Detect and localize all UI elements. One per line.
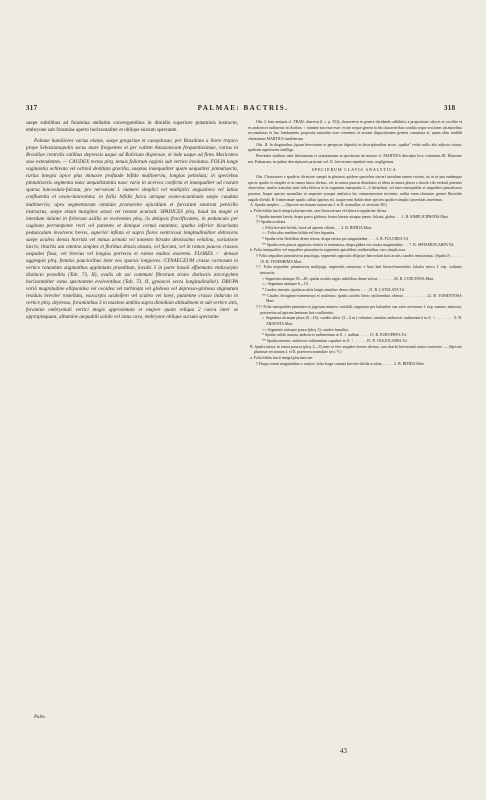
key-line: A. Spadix simplex. — (Species sectionum nostrarum I. et II. nonnullae, et sectionis III.) — [250, 203, 387, 208]
right-column — [248, 120, 462, 367]
key-line: a. Folia bifida furcâ integrâ plurinerviae, rare flexuosâ una vel altera irregulariter divisa. — [250, 208, 388, 213]
key-line: * Spatha valide armata; androecei rudimentum in fl. ♀ nullum . . . . . 15. B. EUROPHYA Trl. — [262, 333, 408, 338]
key-line: ○○ Segmenta utrinque pauca (plrq. 3); caudex humilior. — [262, 327, 349, 332]
signature-mark: 43 — [340, 747, 347, 755]
left-page-number: 317 — [26, 104, 38, 112]
key-line: †† Spatha aculeata. — [256, 220, 287, 225]
paragraph-drupa-end: saepe subtilibus ad foramina stellatim convergentibus in dimidio superiore putaminis instructo, embryone sub foramine aperto horizontaliter et oblique sursum spectante. — [26, 120, 238, 134]
observation-1: Obs. I. Jam antiquis cl. TRAIL observat (l. c. p. 354), characteres in genere dividendo adhibitos a proportione calycis et corollae et ex androecei rudimento in floribus ♀ minime sincerae esse; et nec neque genera in his characteribus condita seque sectiones ab autoribus reconstitutas in hac fundamento proposita naturales esse censemus et novam dispositionem generis constituta et, quam olim tradidit clarissimus MARTIUS similiterum. — [248, 120, 462, 141]
key-line: ○○ Segmenta utrinque 6—10. — [262, 282, 309, 287]
key-line: † Spatha inermis laevis; drupa parva globosa; forma latenis utraque paene, falcata, glabra . . . 1. B. SIMPLICIFRONS Mart. — [256, 214, 449, 219]
clavis-title: SPECIERUM CLAVIS ANALYTICA. — [311, 167, 399, 173]
clavis-intro: Obs. Characteres e spadicis divisione sumpti in plurimis quidem speciebus sincerí interdum tamen variant, ita ut in una eademque specie spadix et simplex et in ramos binos divisus, vel in ramos paucos dissolutus et idem in ramos plures a rhachi vile evolutâ patentes observetur; similis transitus inter folia bifurca et in segmenta inaequalia 2—3 divisoluta, vel inter inaequaliter et aequaliter pinnatisecta praestat. Itaque species nonnullae in sequente synopsi analytica bis commemoratae invenies; nullus enim character genere Bactridis angulo dividit. B. fonteroimae spadix adhuc ignotus est, itaque eam dubiis inter species spadice simplici proestitas inserimus. — [248, 174, 462, 202]
key-line: ○ Segmenta utrinque 30—40; spatha aculeis nigris subtilibus dense setosa . . . . . . . . 26. B. CONCINNA Mart. — [262, 276, 435, 281]
key-line: ** Caudex ferrugineo-tomentosus et aculeatus; spatha aculeis flavis setiformibus obtecta . . . . . . . . . . 22. B. TOMENTOSA Mart. — [262, 293, 462, 304]
key-line: † Drupa cernui magnitudine v. majori; folia longe cuneata breviter bifida oculata . . . . . . 2. B. BIFIDA Mart. — [256, 361, 425, 366]
key-line: ○ Segmenta utrinque plura (8—16); caudex altior (3—4 m.) robustus; annulus androecei rudimentarii in fl. ♀ . . . . . . . . 8. B. ARISTATA Mart. — [262, 316, 462, 326]
key-line: ○○ Folia ultra medium bifida vel fere bipartita. — [262, 231, 336, 236]
key-line: ** Spatha inermis; androecei rudimentum cupulare in fl. ♀ . . . . . . 19. B. OLIGOCARPA Trl. — [262, 338, 408, 343]
key-line: †† Folia aequaliter pinnatisecta multijuga, segmentis remotiusc e basi latâ lineari-lanceolatis falcatis nervo I. exp. solitario instructis. — [256, 265, 462, 276]
key-line: † Folia aequaliter pinnatisecta pauciiuga, segmentis oppositis elliptico-lanceolatis basi acutis; caudex tenuissimus. (Spadix?) . . . . . . 10. B. TENERRIMA Mart. — [256, 254, 462, 264]
observation-3: Brevitatis studioso inter litteraturam et synonymiam in specierum ab auctore cl. MARTIUS descripta loco voluminis III. Historiae nat. Palmarum, in quibus descriptiones prisceae vol. II. brevissime repetitae sunt, negligemus. — [248, 153, 462, 164]
key-line: a. Folia bifida furcâ integrâ plurinerviae. — [250, 355, 314, 360]
left-column — [26, 120, 238, 321]
running-title: PALMAE: BACTRIS. — [197, 104, 289, 112]
key-line: ** Spatha setis paucis appressis ventris et tomentosa; drupa glabra vix ornata magnitudine . . . 7. B. SPHAEROCARPA Trl. — [262, 242, 455, 247]
key-line: * Spatha setis flexilibus dense setosa; drupa setosa pro magnitudine . . . . 3. B. PULCHRA Trl. — [262, 237, 409, 242]
right-page-number: 318 — [444, 104, 456, 112]
key-line: ††† Folia inaequaliter pinnatisecta jugorum numero variabili; segmenta pro latitudine sua varie nervorum I. exp. numero instructa, praecertim ad apicem lamimae late confluentia. — [256, 305, 462, 315]
key-line: ○ Folia breviter bifida, furcâ ad apicem ciliatis . . . 2. B. BIFIDA Mart. — [262, 225, 373, 230]
paragraph-genus-description: Palmae humiliores varius elatae, saepe gregariae et caespitosae, per Brasiliam a litore tropico prope Sebastianopolin secus mare frequentes et per vallem Amazonicam frequentissimae, varius in Brasiliae centralis vallibus depressis usque ad Boliviam dispersae, et inde usque ad fines Mexicanos sese extendentes. — CAUDEX rectus plrq. tenuis foliorum vaginis sub vertice involutus. FOLIA longe vaginantia ochreata vel ochreâ destituta gracilia, saepius inaequaliter quam aequaliter pinnatisecta, rarius integra apice plus minusve profunde bifido multinervia, longius petiolata; in speciebus pinnatisectis segmenta nunc aequidistantia nunc varie in acervos conferta et inaequaliter ad costam sparsa lanceolato-falcata, pro nervorum I. numero simplici vel multiplici angustiora vel latius confluentia et ovato-lanceolata; in foliis bifidis furca utraque ovato-acuminata saepe caudata multinervis; apex segmentorum omnium praesertim apicalium et furcarum setarum penicillo instructus, saepe etiam margines setosi vel remote aculeati. SPADICES plrq. haud ita magni et interdum minimi in foliorum axillis se evolventes plrq. iis delapsis fructificantes, in pedunculo per vaginam perrumpente recti vel patentes et denique cernui nutantes; spatha inferior bicarinata pedunculum involvens brevis, superior inflata et supra flores ventricosa longitudinaliter dehiscens saepe aculeis densis horrida vel minus armata vel tomento hirsuto densissimo velutina, variatione lacris; rhachis aut omnino simplex et floribus densis onusta, vel furcata, vel in ramos paucos crassos aequales fissa, vel brevius vel longius porrecta et ramos multos exserens. FLORES ♂ densae aggregati plrq. feminis paucioribus inter eos sparsis longiores. GYNAECEUM crasse carnosum in vertice rotundato stigmatibus applanatis praeditum, loculis 3 in parte basali effoematis endocarpio distincto praeditis (Tab. 73, II), ovulis ab axi communi fibrarum strato distinctis micropylem horizontaliter extus spectantem evolventibus (Tab. 73, II, gynaecei secta longitudinalia!). DRUPA variâ magnitudine ellipsoidea vel ovoidea vel turbinata vel globosa vel depresso-globosa stigmatum residuis breviter rostellata, exocarpio aculeifero vel scabro vel laevi, putamine crasso indurato in vertice plrq. depresso, foraminibus 3 in maximo ambitu supra dimidiam altitudinem et sub vertice sitis, foramine embryonali vertici magis approximato et majore quam reliqua 2 caeca inter se appropinquata, albumine aequabili solido vel intus cavo, embryone oblique sursum spectante. — [26, 138, 238, 321]
key-line: B. Spadix minor in ramos paucos (plrq. 2—5) inter se fere aequales breves divisus, raro rhachi brevissimâ ramos exserente. — (Species plurimae sectionum I. et II. praeterea nonnullae sect. V.) — [250, 344, 462, 355]
observation-2: Obs. II. In diagnosibus (quam brevissime et perspicue digestis) et descriptionibus novis „spatha" verbo nullo alio adjecto citatur, spatham superiorem intellige. — [248, 142, 462, 153]
key-line: b. Folia inaequaliter vel aequaliter pinnatisecta segmentis apicalibus confluentibus, raro simpliciora. — [250, 248, 406, 253]
key-line: * Caudex inermis; spatha aculeis longis tenuibus dense obtecta . . . . 21. B. CATULATA Trl. — [262, 288, 406, 293]
left-footer-word: Palm. — [34, 715, 46, 720]
